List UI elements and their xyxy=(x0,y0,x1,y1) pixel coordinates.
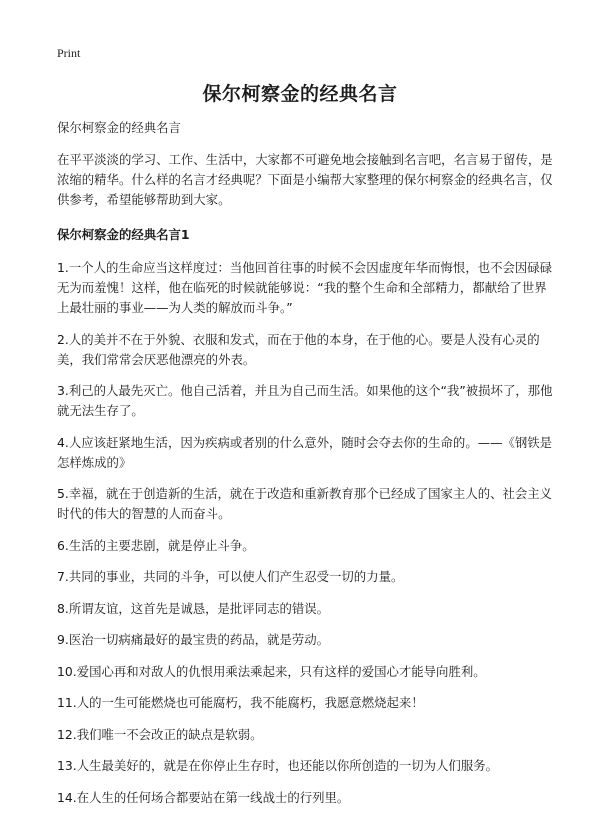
quote-item: 14.在人生的任何场合都要站在第一线战士的行列里。 xyxy=(57,789,350,805)
quote-item: 10.爱国心再和对敌人的仇恨用乘法乘起来，只有这样的爱国心才能导向胜利。 xyxy=(57,663,486,679)
quote-item: 4.人应该赶紧地生活，因为疾病或者别的什么意外，随时会夺去你的生命的。——《钢铁是怎样炼成的》 xyxy=(57,434,553,470)
quote-item: 1.一个人的生命应当这样度过：当他回首往事的时候不会因虚度年华而悔恨，也不会因碌碌无为而羞愧！这样，他在临死的时候就能够说：“我的整个生命和全部精力，都献给了世界上最壮丽的事业——为人类的解放而斗争。” xyxy=(57,260,553,315)
quote-item: 13.人生最美好的，就是在你停止生存时，也还能以你所创造的一切为人们服务。 xyxy=(57,758,498,773)
section-heading: 保尔柯察金的经典名言1 xyxy=(57,227,190,242)
quote-item: 12.我们唯一不会改正的缺点是软弱。 xyxy=(57,726,263,742)
article-body xyxy=(57,118,557,819)
quote-item: 7.共同的事业，共同的斗争，可以使人们产生忍受一切的力量。 xyxy=(57,569,404,584)
quote-item: 8.所谓友谊，这首先是诚恳，是批评同志的错误。 xyxy=(57,600,330,616)
quote-item: 5.幸福，就在于创造新的生活，就在于改造和重新教育那个已经成了国家主人的、社会主义时代的伟大的智慧的人而奋斗。 xyxy=(57,486,553,521)
quote-item: 3.利己的人最先灭亡。他自己活着，并且为自己而生活。如果他的这个“我”被损坏了，那他就无法生存了。 xyxy=(57,383,553,418)
print-link[interactable]: Print xyxy=(57,46,81,60)
quote-item: 2.人的美并不在于外貌、衣服和发式，而在于他的本身，在于他的心。要是人没有心灵的美，我们常常会厌恶他漂亮的外表。 xyxy=(57,331,540,367)
page-title: 保尔柯察金的经典名言 xyxy=(202,83,398,105)
quote-item: 9.医治一切病痛最好的最宝贵的药品，就是劳动。 xyxy=(57,632,330,647)
quote-item: 11.人的一生可能燃烧也可能腐朽，我不能腐朽，我愿意燃烧起来！ xyxy=(57,695,424,710)
intro-paragraph: 在平平淡淡的学习、工作、生活中，大家都不可避免地会接触到名言吧，名言易于留传，是浓缩的精华。什么样的名言才经典呢？下面是小编帮大家整理的保尔柯察金的经典名言，仅供参考，希望能够帮助到大家。 xyxy=(57,152,553,207)
quote-item: 6.生活的主要悲剧，就是停止斗争。 xyxy=(57,537,255,553)
article-subtitle: 保尔柯察金的经典名言 xyxy=(57,120,181,135)
